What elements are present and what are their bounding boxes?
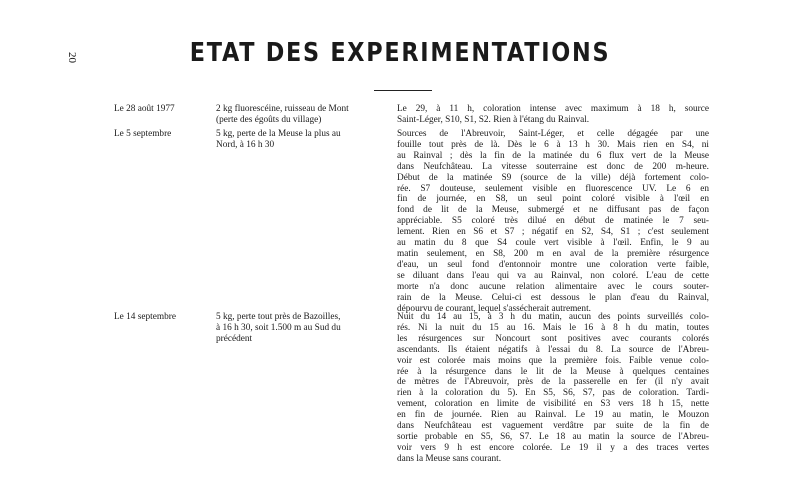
results-line: matin seulement, en S8, 200 m en aval de la première résurgence: [397, 248, 709, 259]
experiment-line: à 16 h 30, soit 1.500 m au Sud du: [216, 322, 341, 333]
date-text: Le 5 septembre: [114, 129, 172, 139]
experiment-line: Nord, à 16 h 30: [216, 139, 275, 150]
experiment-line: 2 kg fluorescéine, ruisseau de Mont: [216, 104, 349, 114]
results-line: voir vers 9 h est encore colorée. Le 19 il y a des traces vertes: [397, 442, 709, 453]
title-divider: [374, 90, 432, 91]
results-line: d'eau, un seul fond d'entonnoir montre une coloration verte faible,: [397, 259, 709, 270]
results-line: sortie probable en S5, S6, S7. Le 18 au matin la source de l'Abreu-: [397, 431, 709, 442]
results-line: vement, coloration en limite de visibilité en S3 vers 18 h 15, nette: [397, 399, 709, 410]
results-line: ascendants. Ils étaient négatifs à l'essai du 8. La source de l'Abreu-: [397, 344, 709, 355]
entry-date: [114, 129, 210, 140]
results-line: fouille tout près de là. Dès le 6 à 13 h 30. Mais rien en S4, ni: [397, 139, 709, 150]
results-line: rés. Ni la nuit du 15 au 16. Mais le 16 à 8 h du matin, toutes: [397, 322, 709, 333]
date-text: Le 28 août 1977: [114, 104, 175, 114]
results-line: morte n'a donc aucune relation alimentaire avec le cours souter-: [397, 281, 709, 292]
results-line: lement. Rien en S6 et S7 ; négatif en S2, S4, S1 ; c'est seulement: [397, 227, 709, 238]
entry-results: [397, 312, 709, 465]
results-line: rain de la Meuse. Celui-ci est dessous le plan d'eau du Rainval,: [397, 292, 709, 303]
experiment-line: 5 kg, perte tout près de Bazoilles,: [216, 312, 341, 322]
entry-results: [397, 129, 709, 314]
page-number: 20: [66, 52, 78, 63]
results-line: rien à la coloration du 5). En S5, S6, S7, pas de coloration. Tardi-: [397, 388, 709, 399]
experiment-line: (perte des égoûts du village): [216, 114, 322, 125]
entry-results: [397, 104, 709, 126]
entry-date: [114, 104, 210, 115]
results-line: au matin du 8 que S4 coule vert visible à l'œil. Enfin, le 9 au: [397, 238, 709, 249]
results-line: Début de la matinée S9 (source de la ville) déjà fortement colo-: [397, 172, 709, 183]
page-title: ETAT DES EXPERIMENTATIONS: [189, 38, 611, 68]
results-line: se diluant dans l'eau qui va au Rainval, non coloré. L'eau de cette: [397, 270, 709, 281]
results-line: dans Neufchâteau. La vitesse souterraine est donc de 200 m-heure.: [397, 161, 709, 172]
experiment-line: précédent: [216, 333, 253, 344]
results-line: Sources de l'Abreuvoir, Saint-Léger, et celle dégagée par une: [397, 129, 709, 139]
results-line: dans la Meuse sans courant.: [397, 453, 502, 464]
results-line: dépourvu de courant, lequel s'assécherait autrement.: [397, 303, 591, 314]
experiment-line: 5 kg, perte de la Meuse la plus au: [216, 129, 341, 139]
results-line: dans Neufchâteau est vaguement verdâtre par suite de la fin de: [397, 421, 709, 432]
date-text: Le 14 septembre: [114, 312, 176, 322]
results-line: fin de journée, en S8, un seul point coloré visible à l'œil en: [397, 194, 709, 205]
entry-experiment: [216, 129, 392, 151]
results-line: Nuit du 14 au 15, à 3 h du matin, aucun des points surveillés colo-: [397, 312, 709, 322]
results-line: appréciable. S5 coloré très dilué en début de matinée le 7 seu-: [397, 216, 709, 227]
results-line: Saint-Léger, S10, S1, S2. Rien à l'étang du Rainval.: [397, 114, 590, 125]
results-line: Le 29, à 11 h, coloration intense avec maximum à 18 h, source: [397, 104, 709, 114]
entry-experiment: [216, 104, 392, 126]
results-line: au Rainval ; dès la fin de la matinée du 6 flux vert de la Meuse: [397, 150, 709, 161]
results-line: rée. S7 douteuse, seulement visible en fluorescence UV. Le 6 en: [397, 183, 709, 194]
entry-experiment: [216, 312, 392, 345]
results-line: voir est colorée mais moins que la première fois. Faible venue colo-: [397, 355, 709, 366]
results-line: les résurgences sur Noncourt sont positives avec courants colorés: [397, 333, 709, 344]
results-line: en fin de journée. Rien au Rainval. Le 19 au matin, le Mouzon: [397, 410, 709, 421]
results-line: fond de lit de la Meuse, submergé et ne diffusant pas de façon: [397, 205, 709, 216]
results-line: de mètres de l'Abreuvoir, près de la passerelle en fer (il n'y avait: [397, 377, 709, 388]
entry-date: [114, 312, 210, 323]
results-line: rée à la résurgence dans le lit de la Meuse à quelques centaines: [397, 366, 709, 377]
